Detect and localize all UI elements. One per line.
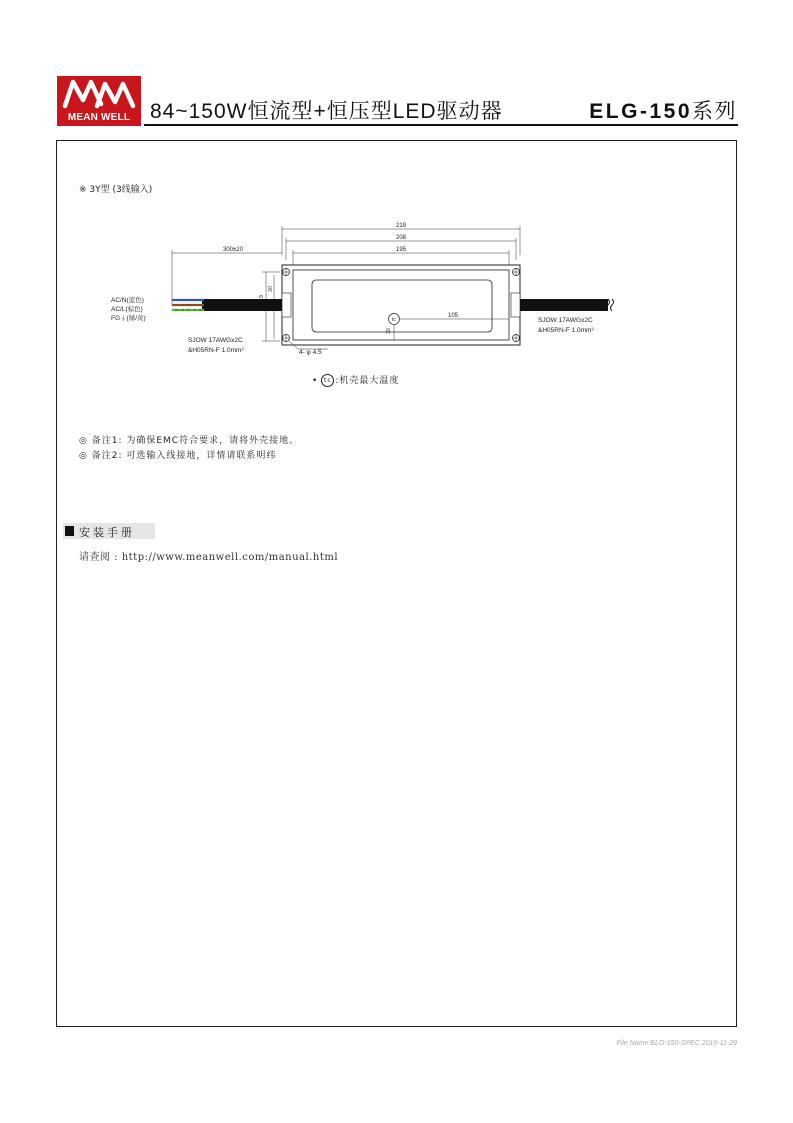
series-label [589, 95, 737, 125]
dim-vertical-tc-label: 20 [386, 328, 392, 334]
manual-link[interactable]: 请查阅 : http://www.meanwell.com/manual.html [79, 552, 339, 563]
hole-label: 4- φ 4.5 [299, 349, 322, 356]
series-suffix: 系列 [692, 100, 737, 123]
manual-section-header [63, 523, 155, 539]
document-title: 84~150W恒流型+恒压型LED驱动器 [150, 100, 503, 123]
section-bullet-icon [65, 526, 74, 536]
dimension-body [293, 247, 509, 265]
cable-left-spec-1: SJOW 17AWGx2C [188, 337, 243, 344]
mw-logo-mark-icon [57, 76, 141, 112]
dim-body-label: 195 [395, 247, 407, 253]
dim-tc-label: 105 [447, 313, 459, 319]
driver-body [282, 265, 520, 345]
footer-file-name: File Name:ELG-150-SPEC 2016-11-29 [616, 1040, 737, 1047]
cable-right-spec-1: SJOW 17AWGx2C [538, 317, 593, 324]
series-model: ELG-150 [589, 100, 692, 123]
note-1: ◎ 备注1: 为确保EMC符合要求，请将外壳接地。 [79, 436, 300, 446]
logo-text: MEAN WELL [67, 112, 131, 123]
tc-note-icon: tc [321, 374, 334, 387]
tc-note: • tc :机壳最大温度 [312, 376, 400, 386]
tc-symbol: tc [392, 317, 396, 323]
cable-right-spec-2: &H05RN-F 1.0mm² [538, 327, 594, 334]
wire-fg-label: FG⏚(绿/黄) [111, 315, 146, 322]
dim-mounting-label: 208 [395, 235, 407, 241]
note-2: ◎ 备注2: 可选输入线接地，详情请联系明纬 [79, 451, 277, 461]
wire-acn-label: AC/N(蓝色) [111, 297, 144, 304]
input-cable [172, 299, 282, 311]
cable-left-spec-2: &H05RN-F 1.0mm² [188, 347, 244, 354]
mechanical-drawing [100, 215, 620, 380]
dimension-cable [172, 247, 282, 305]
wire-acl-label: AC/L(棕色) [111, 306, 143, 313]
dim-height-b-label: 20 [268, 286, 274, 292]
tc-note-text: :机壳最大温度 [335, 376, 400, 386]
mean-well-logo [57, 76, 141, 126]
dim-cable-label: 300±20 [223, 247, 243, 253]
dim-overall-label: 219 [395, 223, 407, 229]
header-rule [144, 124, 738, 126]
output-cable [520, 299, 614, 311]
manual-section-title: 安装手册 [79, 526, 135, 539]
section-label: ※ 3Y型 (3线输入) [79, 185, 153, 195]
